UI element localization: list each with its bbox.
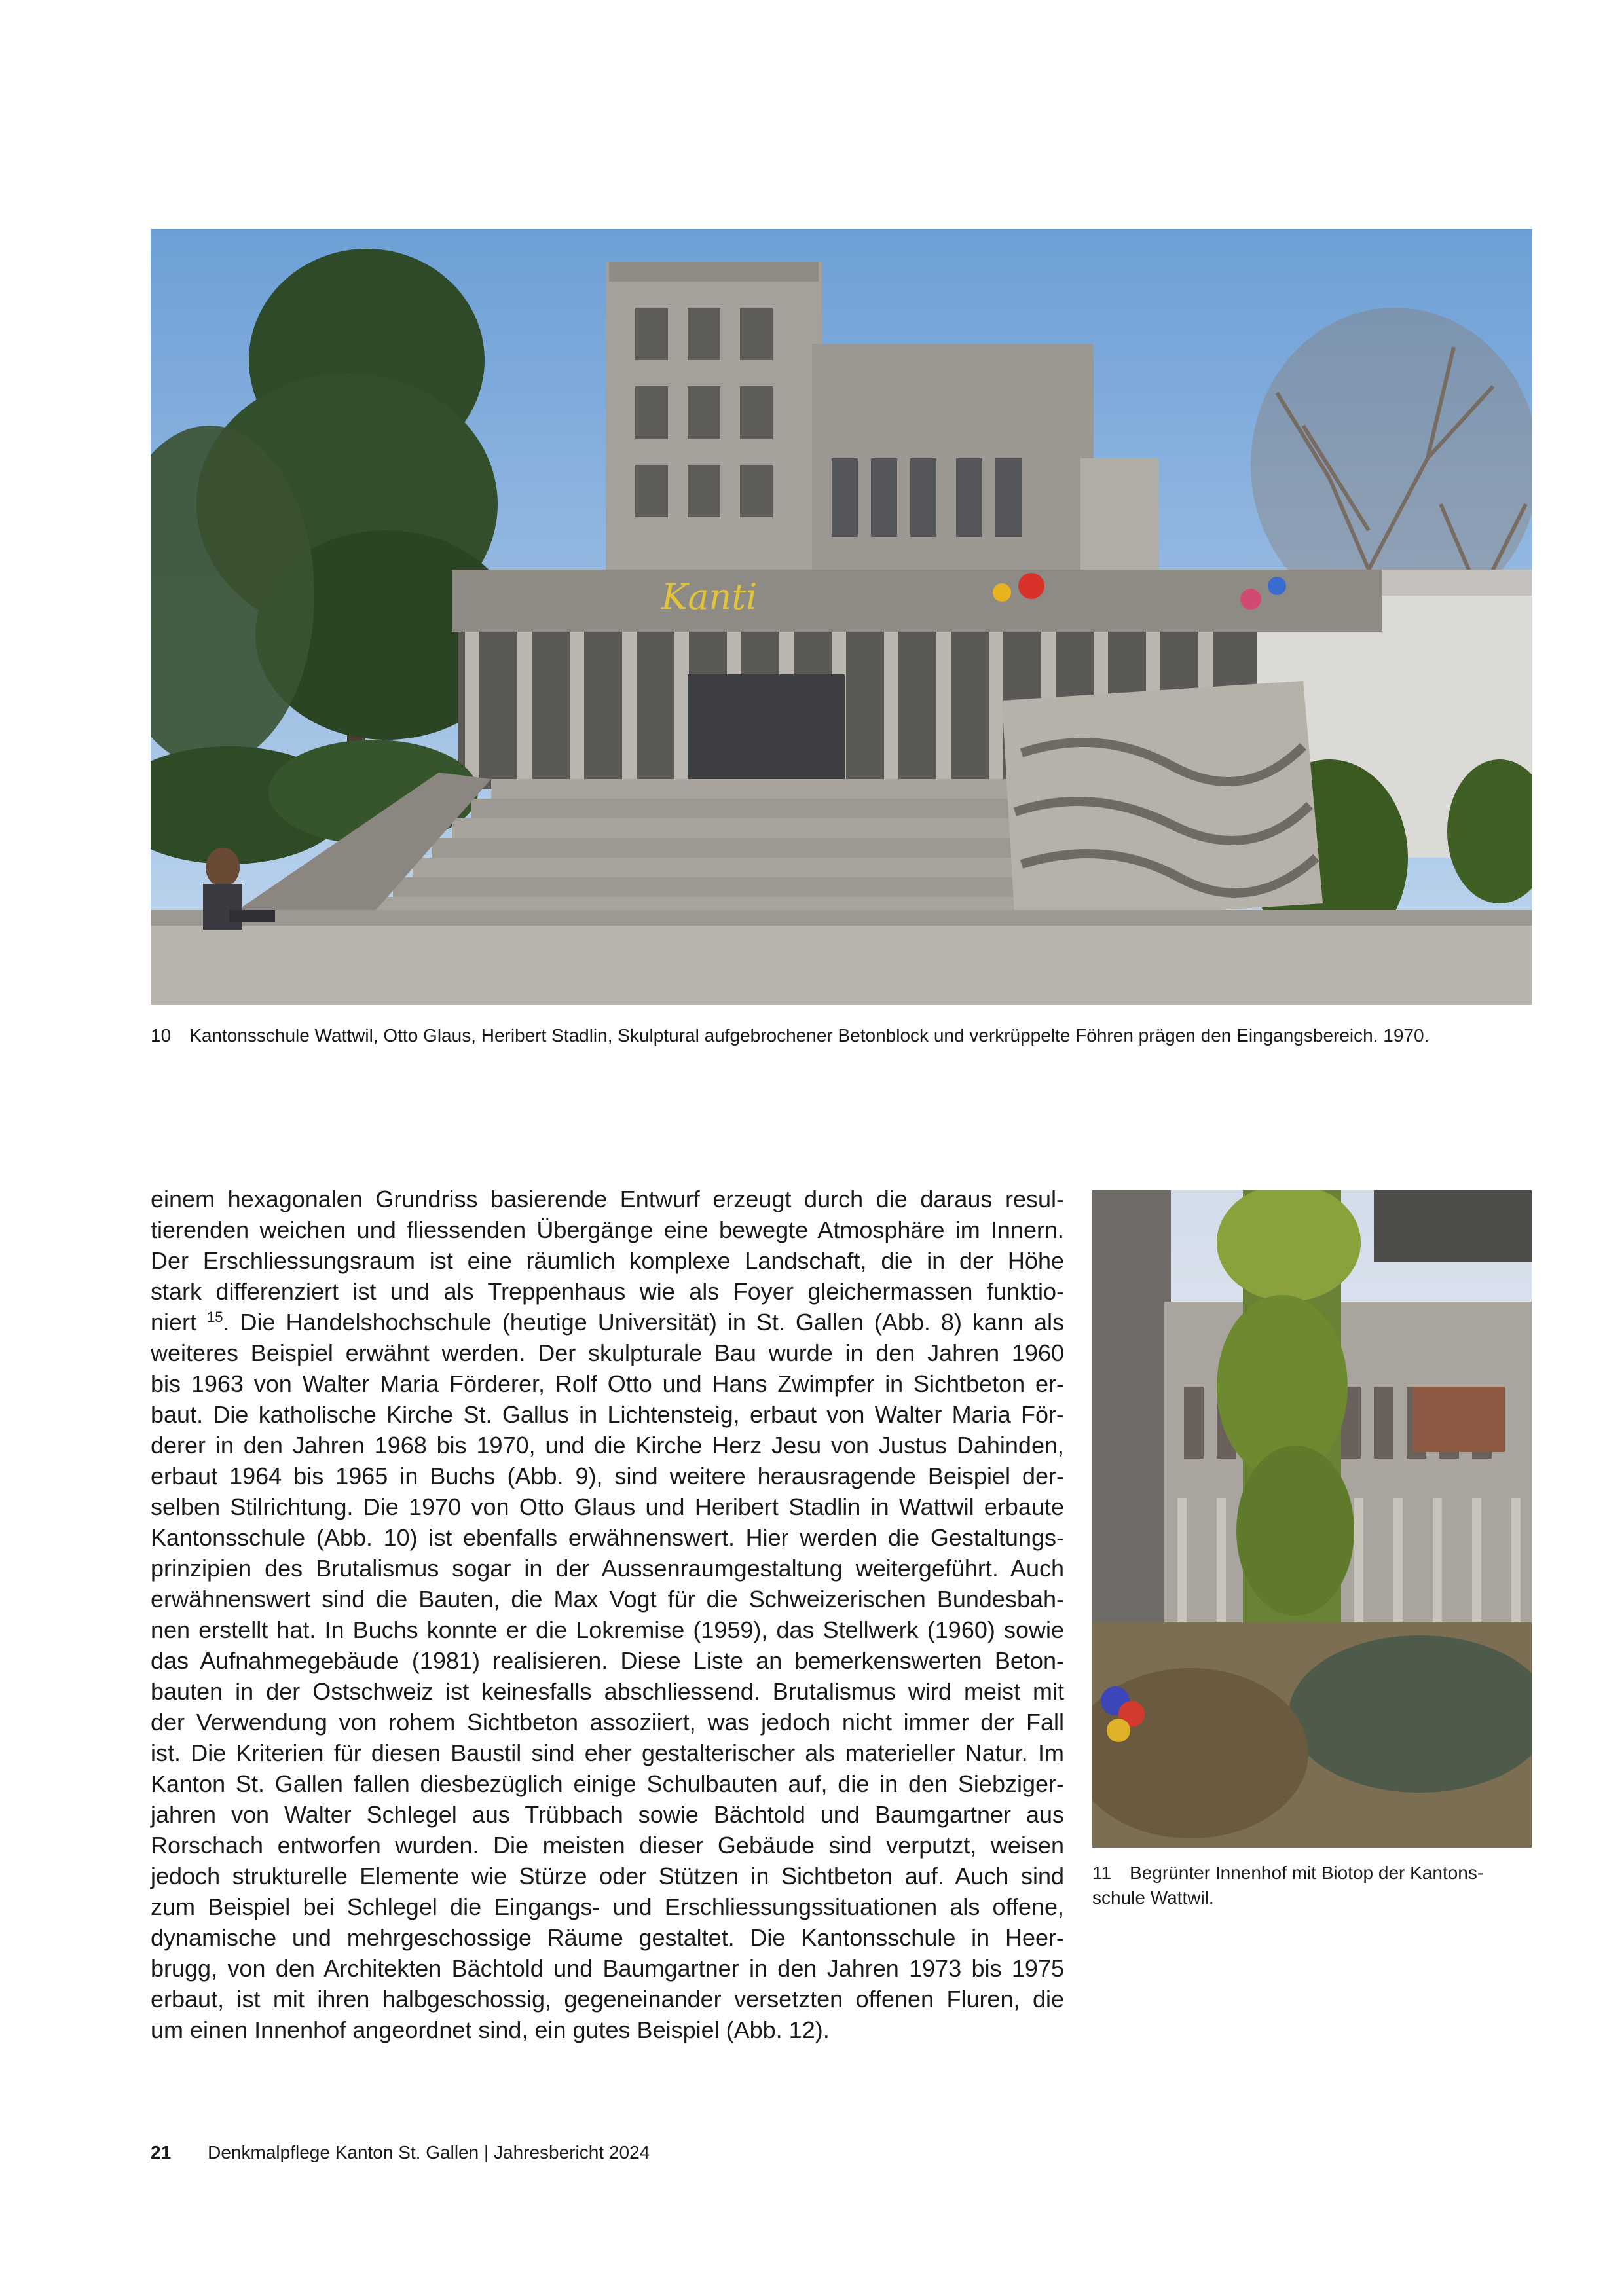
kanti-sign: Kanti (661, 576, 758, 617)
page-number: 21 (151, 2142, 172, 2162)
body-line-text: . Die Handelshochschule (heutige Universität) in St. Gallen (Abb. 8) kann als (223, 1309, 1064, 1336)
figure-10-photo (151, 229, 1532, 1005)
body-line: erwähnenswert sind die Bauten, die Max Vogt für die Schweizerischen Bundesbah- (151, 1586, 1064, 1613)
body-line: prinzipien des Brutalismus sogar in der Aussenraumgestaltung weitergeführt. Auch (151, 1555, 1064, 1582)
publication-title: Denkmalpflege Kanton St. Gallen | Jahresbericht 2024 (208, 2142, 650, 2162)
body-line: dynamische und mehrgeschossige Räume gestaltet. Die Kantonsschule in Heer- (151, 1924, 1064, 1951)
body-line: erbaut 1964 bis 1965 in Buchs (Abb. 9), sind weitere herausragende Beispiel der- (151, 1463, 1064, 1489)
body-line-text: niert (151, 1309, 197, 1336)
body-line: jahren von Walter Schlegel aus Trübbach sowie Bächtold und Baumgartner aus (151, 1801, 1064, 1828)
body-line: selben Stilrichtung. Die 1970 von Otto Glaus und Heribert Stadlin in Wattwil erbaute (151, 1493, 1064, 1520)
figure-11-caption (1092, 1861, 1551, 1910)
body-line: derer in den Jahren 1968 bis 1970, und die Kirche Herz Jesu von Justus Dahinden, (151, 1432, 1064, 1459)
figure-10-caption-text: Kantonsschule Wattwil, Otto Glaus, Heribert Stadlin, Skulptural aufgebrochener Betonblock und verkrüppelte Föhren prägen den Eingangsbereich. 1970. (189, 1025, 1430, 1046)
body-line: zum Beispiel bei Schlegel die Eingangs- und Erschliessungssituationen als offene, (151, 1893, 1064, 1920)
body-line: das Aufnahmegebäude (1981) realisieren. Diese Liste an bemerkenswerten Beton- (151, 1647, 1064, 1674)
body-line: bauten in der Ostschweiz ist keinesfalls abschliessend. Brutalismus wird meist mit (151, 1678, 1064, 1705)
body-line: bis 1963 von Walter Maria Förderer, Rolf Otto und Hans Zwimpfer in Sichtbeton er- (151, 1370, 1064, 1397)
body-line: baut. Die katholische Kirche St. Gallus in Lichtensteig, erbaut von Walter Maria För- (151, 1401, 1064, 1428)
figure-11-photo (1092, 1190, 1532, 1848)
body-line: Kanton St. Gallen fallen diesbezüglich einige Schulbauten auf, die in den Siebziger- (151, 1770, 1064, 1797)
kantonsschule-entrance-illustration (151, 229, 1532, 1005)
figure-11-number: 11 (1092, 1863, 1112, 1883)
body-line: um einen Innenhof angeordnet sind, ein gutes Beispiel (Abb. 12). (151, 2016, 830, 2043)
figure-10-caption (151, 1023, 1539, 1048)
footnote-reference[interactable]: 15 (207, 1309, 223, 1325)
courtyard-biotope-illustration (1092, 1190, 1532, 1848)
body-line: Kantonsschule (Abb. 10) ist ebenfalls erwähnenswert. Hier werden die Gestaltungs- (151, 1524, 1064, 1551)
body-line: stark differenziert ist und als Treppenhaus wie als Foyer gleichermassen funktio- (151, 1278, 1064, 1305)
figure-11-caption-line1: Begrünter Innenhof mit Biotop der Kantons- (1130, 1863, 1484, 1883)
body-line: weiteres Beispiel erwähnt werden. Der skulpturale Bau wurde in den Jahren 1960 (151, 1339, 1064, 1366)
body-line: Rorschach entworfen wurden. Die meisten dieser Gebäude sind verputzt, weisen (151, 1832, 1064, 1859)
body-line: der Verwendung von rohem Sichtbeton assoziiert, was jedoch nicht immer der Fall (151, 1709, 1064, 1736)
body-line: brugg, von den Architekten Bächtold und Baumgartner in den Jahren 1973 bis 1975 (151, 1955, 1064, 1982)
body-line: jedoch strukturelle Elemente wie Stürze oder Stützen in Sichtbeton auf. Auch sind (151, 1863, 1064, 1889)
body-line (151, 1307, 1064, 1338)
body-line: nen erstellt hat. In Buchs konnte er die Lokremise (1959), das Stellwerk (1960) sowie (151, 1616, 1064, 1643)
body-line: einem hexagonalen Grundriss basierende Entwurf erzeugt durch die daraus resul- (151, 1186, 1064, 1212)
figure-10-number: 10 (151, 1025, 172, 1046)
body-line: erbaut, ist mit ihren halbgeschossig, gegeneinander versetzten offenen Fluren, die (151, 1986, 1064, 2013)
page-footer (151, 2141, 650, 2164)
figure-11-caption-line2: schule Wattwil. (1092, 1887, 1214, 1908)
body-line: tierenden weichen und fliessenden Übergänge eine bewegte Atmosphäre im Innern. (151, 1216, 1064, 1243)
body-line: Der Erschliessungsraum ist eine räumlich komplexe Landschaft, die in der Höhe (151, 1247, 1064, 1274)
body-text (151, 1184, 1064, 2045)
body-line: ist. Die Kriterien für diesen Baustil sind eher gestalterischer als materieller Natur. Im (151, 1740, 1064, 1766)
